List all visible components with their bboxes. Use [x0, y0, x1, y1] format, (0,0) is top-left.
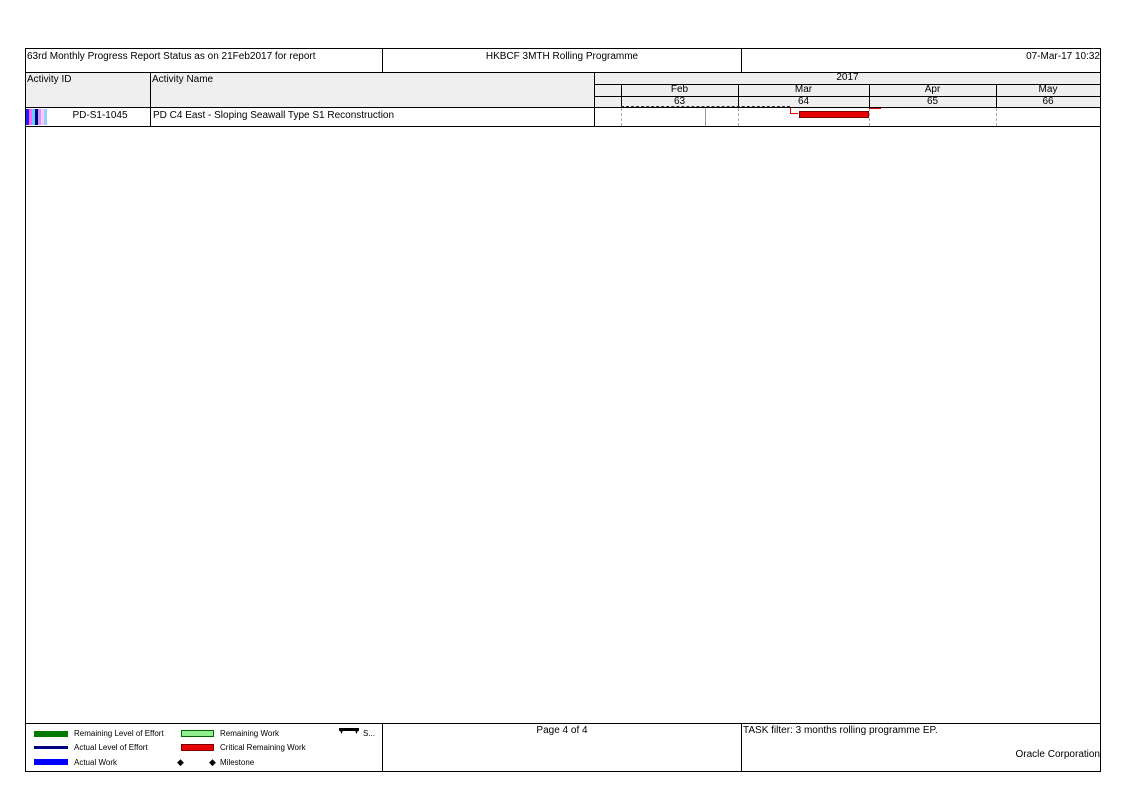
page-frame — [25, 48, 1101, 772]
month-label: May — [1038, 84, 1058, 95]
month-label: Mar — [794, 84, 813, 95]
actual-level-of-effort-swatch — [34, 746, 68, 749]
legend-label: Actual Level of Effort — [74, 743, 148, 752]
summary-bar-icon — [338, 727, 360, 736]
legend-label: Critical Remaining Work — [220, 743, 306, 752]
activity-name-cell[interactable]: PD C4 East - Sloping Seawall Type S1 Reconstruction — [153, 110, 395, 121]
relationship-line — [790, 113, 798, 114]
page-number: Page 4 of 4 — [536, 725, 588, 736]
gantt-gridline — [738, 108, 739, 126]
diamond-icon: ◆ — [209, 757, 216, 767]
column-header-activity-name[interactable]: Activity Name — [152, 74, 214, 85]
remaining-work-swatch — [181, 730, 214, 737]
row-bottom-border — [25, 126, 1101, 127]
remaining-level-of-effort-swatch — [34, 731, 68, 737]
legend-label: S... — [363, 729, 376, 738]
period-number: 64 — [797, 96, 810, 107]
legend-label: Remaining Level of Effort — [74, 729, 164, 738]
month-label: Feb — [670, 84, 689, 95]
legend-label: Remaining Work — [220, 729, 279, 738]
footer-divider-2 — [741, 723, 742, 772]
title-divider-2 — [741, 48, 742, 72]
id-name-divider — [150, 72, 151, 126]
task-filter: TASK filter: 3 months rolling programme EP. — [743, 725, 938, 736]
period-number: 66 — [1042, 96, 1054, 107]
period-number: 65 — [926, 96, 939, 107]
programme-title: HKBCF 3MTH Rolling Programme — [485, 51, 639, 62]
month-label: Apr — [924, 84, 941, 95]
column-header-activity-id[interactable]: Activity ID — [27, 74, 72, 85]
company-name: Oracle Corporation — [1015, 749, 1100, 760]
footer-divider — [25, 723, 1101, 724]
gantt-gridline — [705, 108, 706, 126]
period-number: 63 — [673, 96, 686, 107]
data-date-line — [621, 106, 790, 107]
timescale-year: 2017 — [836, 72, 859, 83]
actual-work-swatch — [34, 759, 68, 765]
relationship-line — [869, 108, 881, 109]
legend-label: Milestone — [220, 758, 255, 767]
diamond-icon: ◆ — [177, 757, 184, 767]
critical-remaining-work-swatch — [181, 744, 214, 751]
gantt-gridline — [869, 108, 870, 126]
report-title: 63rd Monthly Progress Report Status as on 21Feb2017 for report — [27, 51, 316, 62]
critical-remaining-work-bar[interactable] — [799, 111, 869, 118]
report-datetime: 07-Mar-17 10:32 — [1026, 51, 1100, 62]
activity-id-cell[interactable]: PD-S1-1045 — [72, 110, 128, 121]
wbs-color-strip — [26, 108, 50, 126]
gantt-gridline — [621, 108, 622, 126]
legend-label: Actual Work — [74, 758, 117, 767]
gantt-gridline — [996, 108, 997, 126]
